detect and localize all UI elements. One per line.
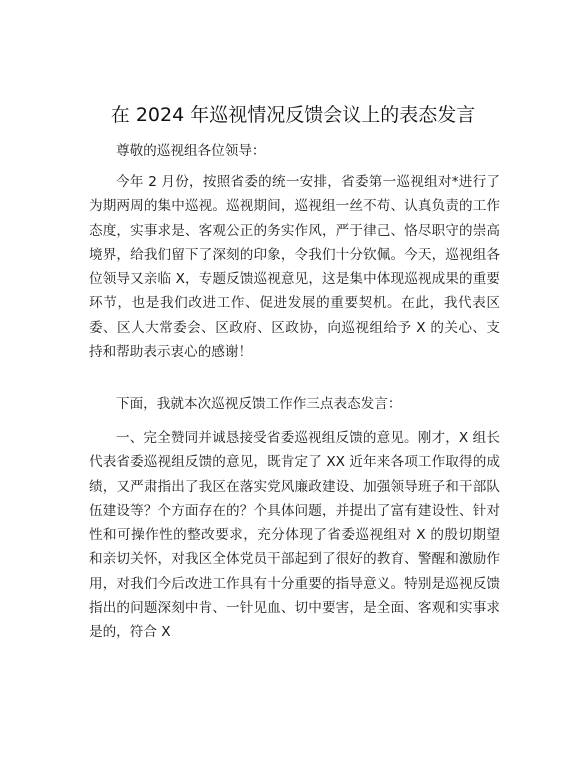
paragraph-intro: 下面，我就本次巡视反馈工作作三点表态发言： xyxy=(116,396,402,412)
paragraph-opening: 今年 2 月份，按照省委的统一安排，省委第一巡视组对*进行了为期两周的集中巡视。巡视期间，巡视组一丝不苟、认真负责的工作态度，实事求是、客观公正的务实作风，严于律己、恪尽职守的崇高境界，给我们留下了深刻的印象，令我们十分钦佩。今天，巡视组各位领导又亲临 X，专题反馈巡视意见，这是集中体现巡视成果的重要环节，也是我们改进工作、促进发展的重要契机。在此，我代表区委、区人大常委会、区政府、区政协，向巡视组给予 X 的关心、支持和帮助表示衷心的感谢！ xyxy=(89,174,500,361)
salutation: 尊敬的巡视组各位领导： xyxy=(116,143,266,159)
document-title: 在 2024 年巡视情况反馈会议上的表态发言 xyxy=(110,104,476,126)
paragraph-point-one: 一、完全赞同并诚恳接受省委巡视组反馈的意见。刚才，X 组长代表省委巡视组反馈的意见，既肯定了 XX 近年来各项工作取得的成绩，又严肃指出了我区在落实党风廉政建设、加强领导班子和干部队伍建设等？个方面存在的？个具体问题，并提出了富有建设性、针对性和可操作性的整改要求，充分体现了省委巡视组对 X 的殷切期望和亲切关怀，对我区全体党员干部起到了很好的教育、警醒和激励作用，对我们今后改进工作具有十分重要的指导意义。特别是巡视反馈指出的问题深刻中肯、一针见血、切中要害，是全面、客观和实事求是的，符合 X xyxy=(89,430,500,641)
